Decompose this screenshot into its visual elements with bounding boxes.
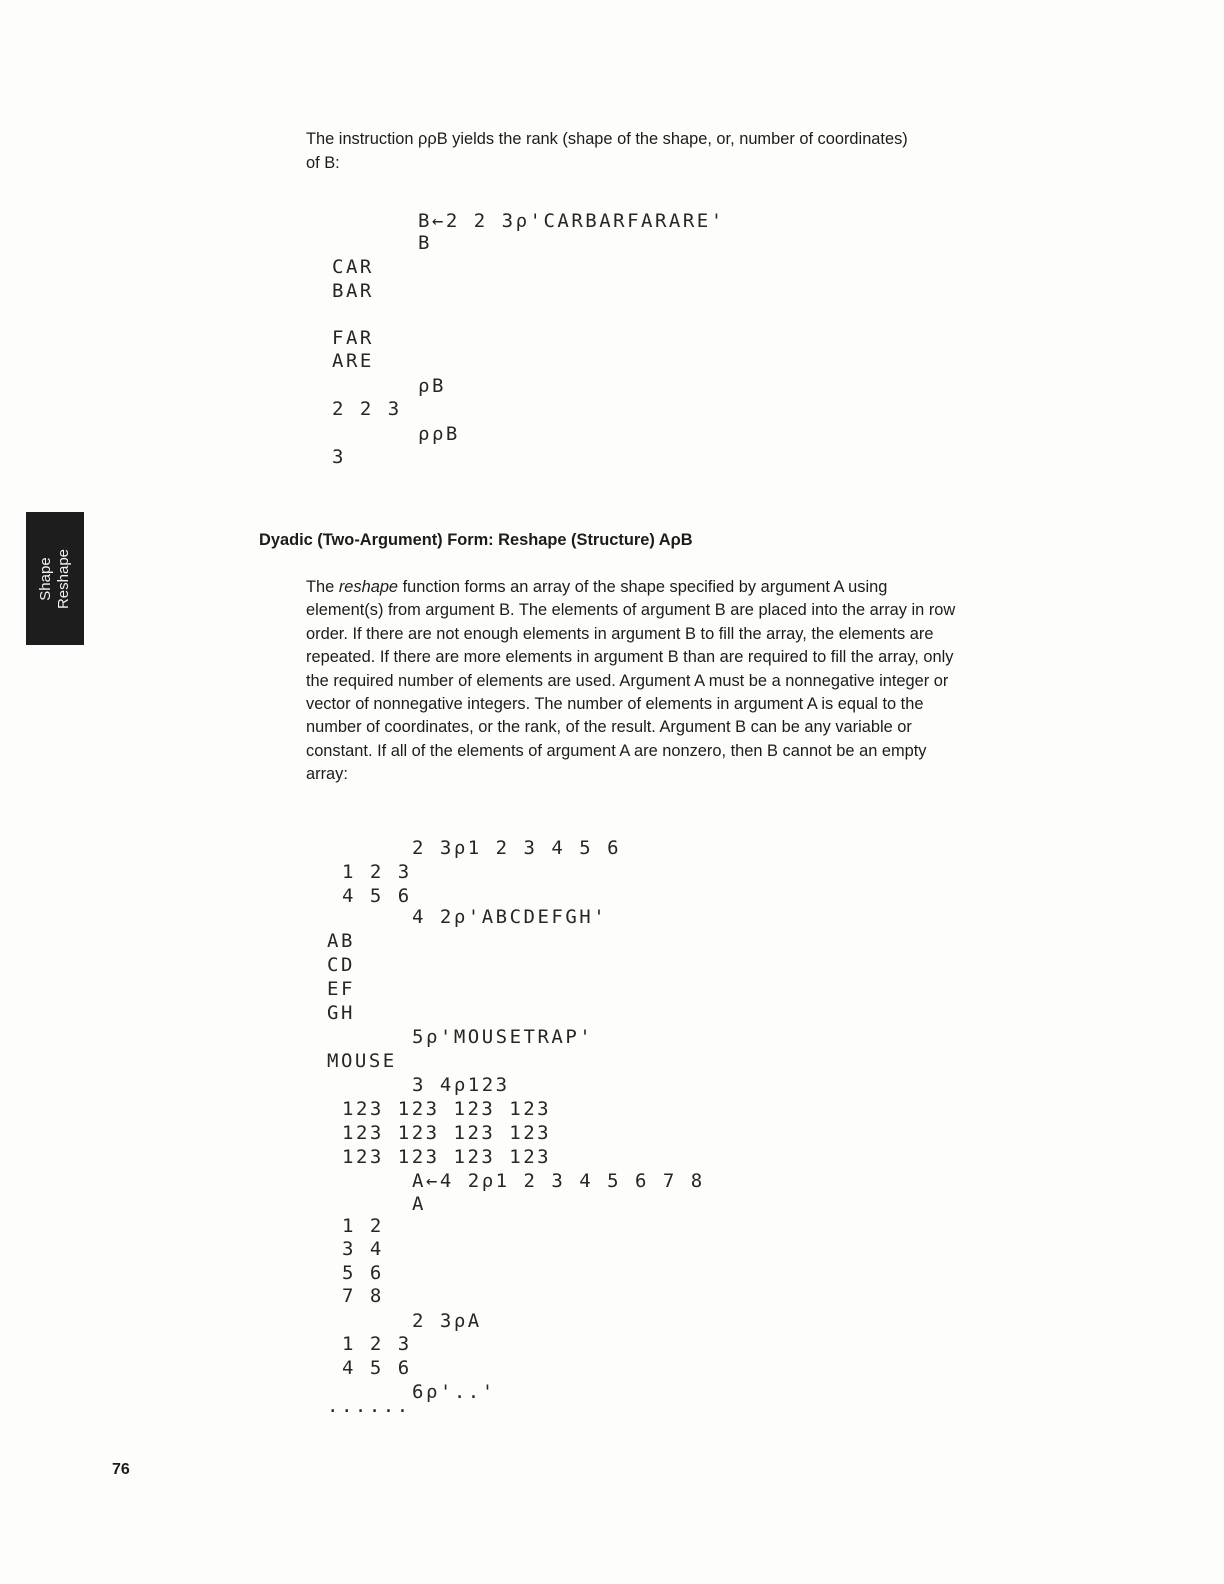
body-text-start: The <box>306 578 339 596</box>
code-input: 6ρ'..' <box>412 1381 496 1403</box>
code-output-row: FAR <box>332 327 374 349</box>
code-output-row: BAR <box>332 280 374 302</box>
code-output-row: 123 123 123 123 <box>342 1146 552 1168</box>
intro-line-2: of B: <box>306 154 340 172</box>
code-input-rank-b: ρρB <box>418 423 460 445</box>
intro-line-1: The instruction ρρB yields the rank (shape of the shape, or, number of coordinates) <box>306 130 908 148</box>
tab-label-shape: Shape <box>37 556 54 601</box>
tab-label-reshape: Reshape <box>55 548 72 609</box>
code-output-row: MOUSE <box>327 1050 397 1072</box>
section-thumb-tab <box>26 512 84 645</box>
code-output-row: 1 2 3 <box>342 861 412 883</box>
code-input-shape-b: ρB <box>418 375 446 397</box>
code-output-row: 3 <box>332 446 346 468</box>
code-output-row: 5 6 <box>342 1262 384 1284</box>
code-output-row: 4 5 6 <box>342 885 412 907</box>
code-input-b: B <box>418 232 432 254</box>
code-output-row: 123 123 123 123 <box>342 1098 552 1120</box>
body-term-reshape: reshape <box>338 578 399 596</box>
page-number: 76 <box>112 1461 130 1478</box>
code-output-row: ...... <box>327 1395 411 1417</box>
code-input: A <box>412 1193 426 1215</box>
code-output-row: 7 8 <box>342 1285 384 1307</box>
code-output-row: CAR <box>332 256 374 278</box>
code-input-assign-b: B←2 2 3ρ'CARBARFARARE' <box>418 210 725 232</box>
code-input: 4 2ρ'ABCDEFGH' <box>412 906 608 928</box>
code-output-row: CD <box>327 954 355 976</box>
section-heading: Dyadic (Two-Argument) Form: Reshape (Structure) AρB <box>259 531 693 549</box>
code-output-row: GH <box>327 1002 355 1024</box>
code-input: 5ρ'MOUSETRAP' <box>412 1026 594 1048</box>
code-output-row: 123 123 123 123 <box>342 1122 552 1144</box>
code-output-row: 1 2 3 <box>342 1333 412 1355</box>
code-input: A←4 2ρ1 2 3 4 5 6 7 8 <box>412 1170 705 1192</box>
code-input: 2 3ρ1 2 3 4 5 6 <box>412 837 622 859</box>
code-output-row: EF <box>327 978 355 1000</box>
section-body <box>306 576 966 787</box>
code-input: 3 4ρ123 <box>412 1074 510 1096</box>
code-output-row: AB <box>327 930 355 952</box>
code-input: 2 3ρA <box>412 1310 482 1332</box>
code-output-row: 4 5 6 <box>342 1357 412 1379</box>
code-output-row: 1 2 <box>342 1215 384 1237</box>
body-text-rest: function forms an array of the shape specified by argument A using element(s) from argument B. The elements of argument B are placed into the array in row order. If there are not enough elements in argument B to fill the array, the elements are repeated. If there are more elements in argument B than are required to fill the array, only the required number of elements are used. Argument A must be a nonnegative integer or vector of nonnegative integers. The number of elements in argument A is equal to the number of coordinates, or the rank, of the result. Argument B can be any variable or constant. If all of the elements of argument A are nonzero, then B cannot be an empty array: <box>306 578 956 784</box>
code-output-row: 2 2 3 <box>332 398 402 420</box>
code-output-row: ARE <box>332 350 374 372</box>
code-output-row: 3 4 <box>342 1238 384 1260</box>
